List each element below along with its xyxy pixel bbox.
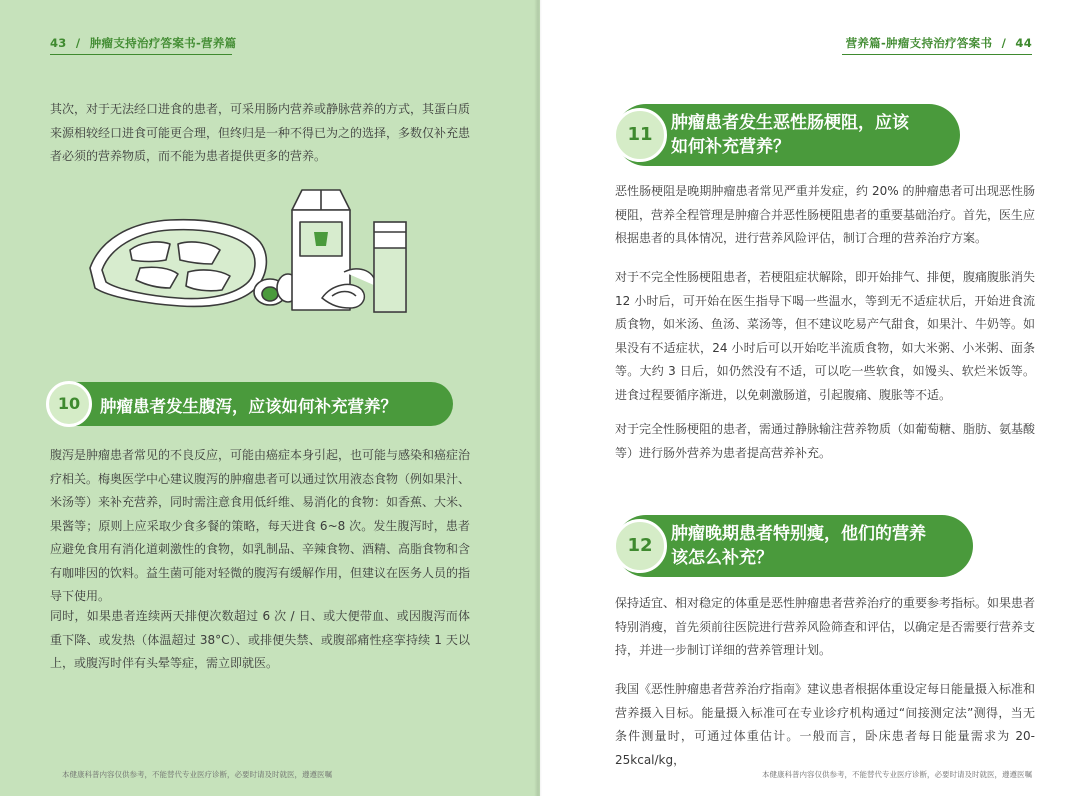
- left-page-number: 43: [50, 36, 67, 50]
- right-header-rule: [842, 54, 1032, 55]
- header-separator: /: [75, 36, 81, 50]
- q10-paragraph-2: 同时，如果患者连续两天排便次数超过 6 次 / 日、或大便带血、或因腹泻而体重下降、或发热（体温超过 38°C）、或排便失禁、或腹部痛性痉挛持续 1 天以上，或腹泻时伴有头晕等症，需立即就医。: [50, 609, 470, 670]
- question-12-title: [671, 522, 926, 570]
- question-12-title-line-2: 该怎么补充？: [671, 548, 773, 568]
- q10-paragraph-1: 腹泻是肿瘤患者常见的不良反应，可能由癌症本身引起，也可能与感染和癌症治疗相关。梅奥医学中心建议腹泻的肿瘤患者可以通过饮用液态食物（例如果汁、米汤等）来补充营养，同时需注意食用低纤维、易消化的食物：如香蕉、大米、果酱等；原则上应采取少食多餐的策略，每天进食 6~8 次。发生腹泻时，患者应避免食用有消化道刺激性的食物，如乳制品、辛辣食物、酒精、高脂食物和含有咖啡因的饮料。益生菌可能对轻微的腹泻有缓解作用，但建议在医务人员的指导下使用。: [50, 448, 471, 603]
- food-illustration: [70, 180, 420, 320]
- question-11-banner: [615, 104, 960, 166]
- right-footer-disclaimer: 本健康科普内容仅供参考，不能替代专业医疗诊断，必要时请及时就医，遵遵医嘱: [762, 770, 1032, 779]
- spine-shadow: [534, 0, 542, 796]
- question-11-number: 11: [613, 108, 667, 162]
- left-header-title: 肿瘤支持治疗答案书-营养篇: [89, 36, 237, 50]
- question-10-title: 肿瘤患者发生腹泻，应该如何补充营养？: [100, 397, 397, 416]
- right-running-header: [846, 35, 1032, 51]
- meat-icon: [90, 220, 266, 307]
- q12-paragraph-1: 保持适宜、相对稳定的体重是恶性肿瘤患者营养治疗的重要参考指标。如果患者特别消瘦，首先须前往医院进行营养风险筛查和评估，以确定是否需要行营养支持，并进一步制订详细的营养管理计划。: [615, 596, 1036, 657]
- question-12-number: 12: [613, 519, 667, 573]
- question-11-title: [671, 111, 909, 159]
- q11-paragraph-2: 对于不完全性肠梗阻患者，若梗阻症状解除，即开始排气、排便，腹痛腹胀消失 12 小时后，可开始在医生指导下喝一些温水，等到无不适症状后，开始进食流质食物，如米汤、鱼汤、菜汤等，但不建议吃易产气甜食，如果汁、牛奶等。如果没有不适症状，24 小时后可以开始吃半流质食物，如大米粥、小米粥、面条等。大约 3 日后，如仍然没有不适，可以吃一些软食，如馒头、软烂米饭等。进食过程要循序渐进，以免刺激肠道，引起腹痛、腹胀等不适。: [615, 270, 1036, 402]
- question-12-banner: [615, 515, 973, 577]
- left-running-header: [50, 35, 236, 51]
- question-11-title-line-2: 如何补充营养？: [671, 137, 790, 157]
- right-page: [540, 0, 1080, 796]
- left-footer-disclaimer: 本健康科普内容仅供参考，不能替代专业医疗诊断，必要时请及时就医，遵遵医嘱: [62, 770, 332, 779]
- q11-paragraph-1: 恶性肠梗阻是晚期肿瘤患者常见严重并发症，约 20% 的肿瘤患者可出现恶性肠梗阻，营养全程管理是肿瘤合并恶性肠梗阻患者的重要基础治疗。首先，医生应根据患者的具体情况，进行营养风险评估，制订合理的营养治疗方案。: [615, 184, 1036, 245]
- question-10-banner: [48, 382, 453, 426]
- intro-paragraph: 其次，对于无法经口进食的患者，可采用肠内营养或静脉营养的方式，其蛋白质来源相较经口进食可能更合理，但终归是一种不得已为之的选择，多数仅补充患者必须的营养物质，而不能为患者提供更多的营养。: [50, 102, 471, 163]
- right-header-title: 营养篇-肿瘤支持治疗答案书: [845, 36, 993, 50]
- question-12-title-line-1: 肿瘤晚期患者特别瘦，他们的营养: [671, 524, 926, 544]
- header-separator: /: [1001, 36, 1007, 50]
- left-header-rule: [50, 54, 232, 55]
- right-page-number: 44: [1015, 36, 1032, 50]
- question-11-title-line-1: 肿瘤患者发生恶性肠梗阻，应该: [671, 113, 909, 133]
- glass-icon: [374, 222, 406, 312]
- q12-paragraph-2: 我国《恶性肿瘤患者营养治疗指南》建议患者根据体重设定每日能量摄入标准和营养摄入目标。能量摄入标准可在专业诊疗机构通过“间接测定法”测得，当无条件测量时，可通过体重估计。一般而言，卧床患者每日能量需求为 20-25kcal/kg，: [615, 682, 1036, 767]
- q11-paragraph-3: 对于完全性肠梗阻的患者，需通过静脉输注营养物质（如葡萄糖、脂肪、氨基酸等）进行肠外营养为患者提高营养补充。: [615, 422, 1036, 460]
- question-10-number: 10: [46, 381, 92, 427]
